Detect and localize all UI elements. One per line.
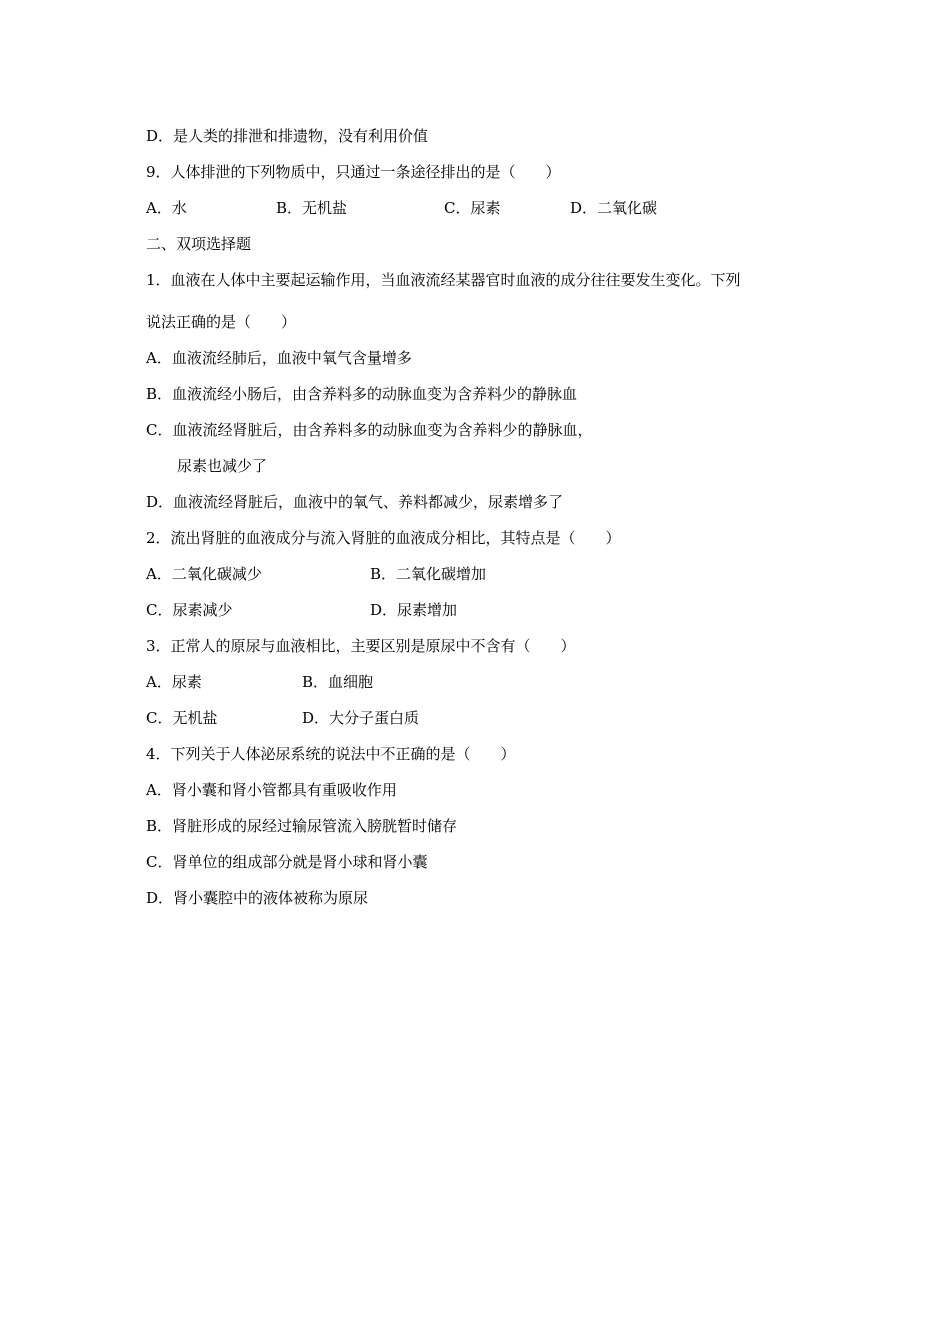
q3-stem: 3．正常人的原尿与血液相比，主要区别是原尿中不含有（ ） [146,637,576,655]
q4-option-b: B．肾脏形成的尿经过输尿管流入膀胱暂时储存 [146,817,458,835]
q1-option-d: D．血液流经肾脏后，血液中的氧气、养料都减少，尿素增多了 [146,493,564,511]
q1-stem-line2: 说法正确的是（ ） [146,313,297,331]
q8-option-d: D．是人类的排泄和排遗物，没有利用价值 [146,127,429,145]
section-heading: 二、双项选择题 [146,235,252,253]
q3-option-c: C．无机盐 [146,709,218,727]
q1-stem-line1: 1．血液在人体中主要起运输作用，当血液流经某器官时血液的成分往往要发生变化。下列 [146,271,741,289]
q1-option-c-line2: 尿素也减少了 [177,457,268,475]
q3-option-d: D．大分子蛋白质 [302,709,420,727]
q4-stem: 4．下列关于人体泌尿系统的说法中不正确的是（ ） [146,745,516,763]
q9-stem: 9．人体排泄的下列物质中，只通过一条途径排出的是（ ） [146,163,561,181]
q9-option-d: D．二氧化碳 [570,199,658,217]
q4-option-c: C．肾单位的组成部分就是肾小球和肾小囊 [146,853,428,871]
q2-option-a: A．二氧化碳减少 [146,565,262,583]
q3-option-a: A．尿素 [146,673,202,691]
q2-option-d: D．尿素增加 [370,601,458,619]
q1-option-a: A．血液流经肺后，血液中氧气含量增多 [146,349,412,367]
q4-option-a: A．肾小囊和肾小管都具有重吸收作用 [146,781,397,799]
q9-option-b: B．无机盐 [276,199,348,217]
q3-option-b: B．血细胞 [302,673,374,691]
q1-option-b: B．血液流经小肠后，由含养料多的动脉血变为含养料少的静脉血 [146,385,578,403]
q4-option-d: D．肾小囊腔中的液体被称为原尿 [146,889,369,907]
q2-stem: 2．流出肾脏的血液成分与流入肾脏的血液成分相比，其特点是（ ） [146,529,621,547]
q1-option-c-line1: C．血液流经肾脏后，由含养料多的动脉血变为含养料少的静脉血， [146,421,593,439]
q9-option-c: C．尿素 [444,199,501,217]
q2-option-c: C．尿素减少 [146,601,233,619]
q2-option-b: B．二氧化碳增加 [370,565,487,583]
q9-option-a: A．水 [146,199,187,217]
